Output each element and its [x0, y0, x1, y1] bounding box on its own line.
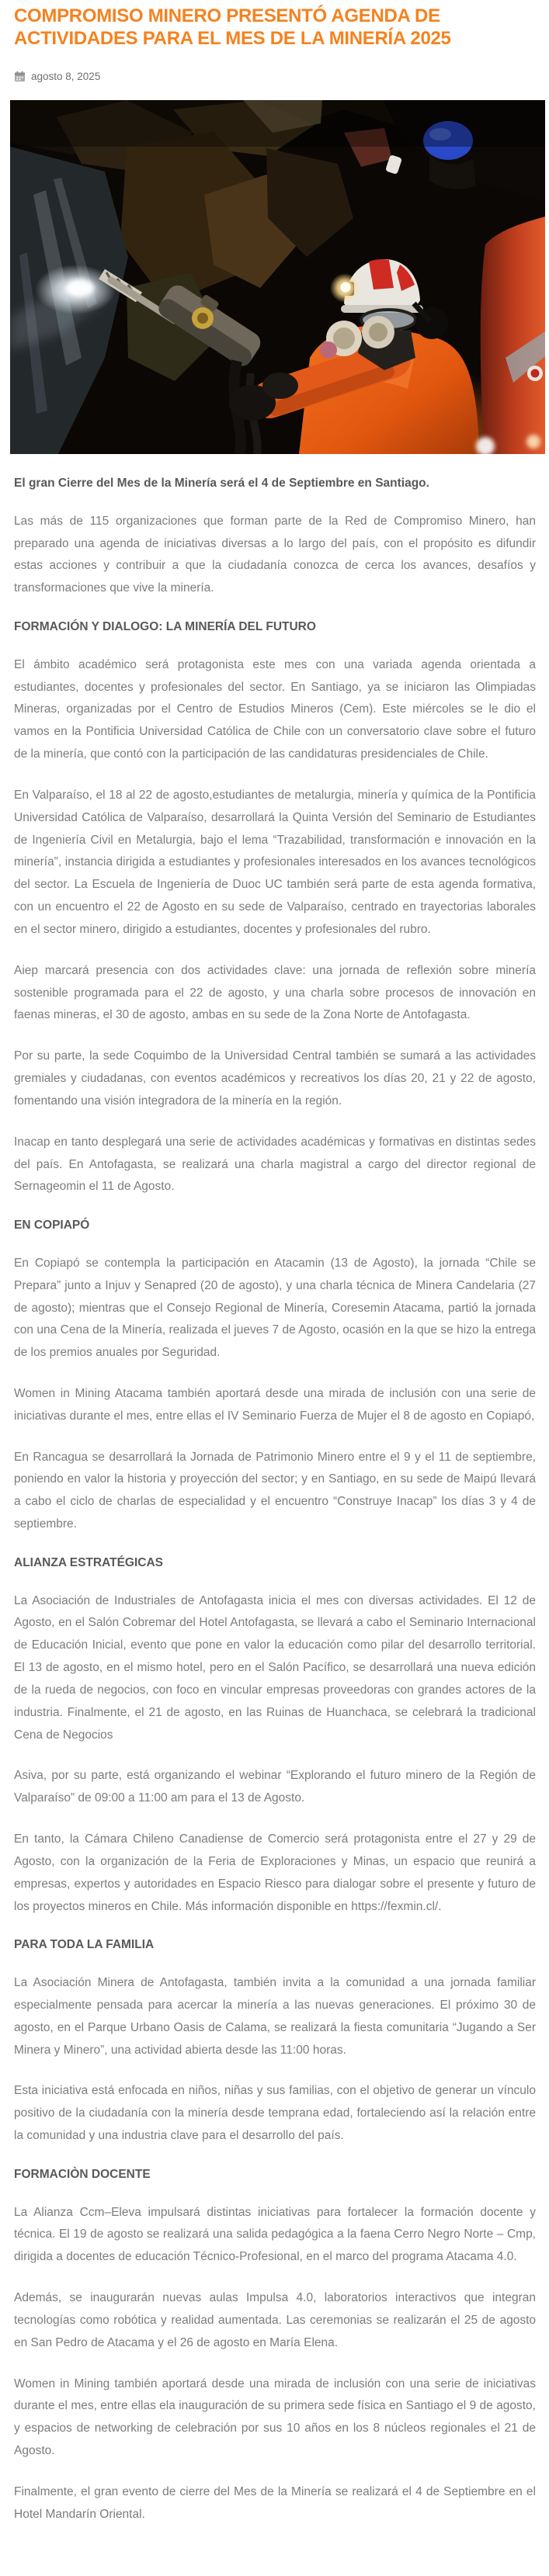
paragraph: Asiva, por su parte, está organizando el webinar “Explorando el futuro minero de la Región de Valparaíso” de 09:00 a 11:00 am para el 13 de Agosto. [14, 1769, 536, 1805]
paragraph: Aiep marcará presencia con dos actividades clave: una jornada de reflexión sobre minería sostenible programada para el 22 de agosto, y una charla sobre procesos de innovación en faenas mineras, el 30 de agosto, ambas en su sede de la Zona Norte de Antofagasta. [14, 963, 536, 1022]
paragraph: La Asociación de Industriales de Antofagasta inicia el mes con diversas actividades. El 12 de Agosto, en el Salón Cobremar del Hotel Antofagasta, se llevará a cabo el Seminario Internacional de Educación Inicial, evento que pone en valor la educación como pilar del desarrollo territorial. El 13 de agosto, en el mismo hotel, pero en el Salón Pacífico, se desarrollará una nueva edición de la rueda de negocios, con foco en vincular empresas proveedoras con grandes actores de la industria. Finalmente, el 21 de agosto, en las Ruinas de Huanchaca, se celebrará la tradicional Cena de Negocios [14, 1593, 536, 1742]
paragraph: Además, se inaugurarán nuevas aulas Impulsa 4.0, laboratorios interactivos que integran tecnologías como robótica y realidad aumentada. Las ceremonias se realizarán el 25 de agosto en San Pedro de Atacama y el 26 de agosto en María Elena. [14, 2291, 536, 2349]
paragraph: En Rancagua se desarrollará la Jornada de Patrimonio Minero entre el 9 y el 11 de septiembre, poniendo en valor la historia y proyección del sector; y en Santiago, en su sede de Maipú llevará a cabo el ciclo de charlas de especialidad y el encuentro “Construye Inacap” los días 3 y 4 de septiembre. [14, 1450, 536, 1531]
section-heading: EN COPIAPÓ [14, 1219, 90, 1233]
paragraph: Women in Mining Atacama también aportará desde una mirada de inclusión con una serie de iniciativas durante el mes, entre ellas el IV Seminario Fuerza de Mujer el 8 de agosto en Copiapó, [14, 1387, 536, 1423]
paragraph: Las más de 115 organizaciones que forman parte de la Red de Compromiso Minero, han preparado una agenda de iniciativas diversas a lo largo del país, con el propósito es difundir estas acciones y contribuir a que la ciudadanía conozca de cerca los avances, desafíos y transformaciones que vive la minería. [14, 514, 536, 595]
section-heading: PARA TODA LA FAMILIA [14, 1938, 155, 1952]
paragraph: El ámbito académico será protagonista este mes con una variada agenda orientada a estudiantes, docentes y profesionales del sector. En Santiago, ya se iniciaron las Olimpiadas Mineras, organizadas por el Centro de Estudios Mineros (Cem). Este miércoles se le dio el vamos en la Pontificia Universidad Católica de Chile con un conversatorio clave sobre el futuro de la minería, que contó con la participación de las candidaturas presidenciales de Chile. [14, 657, 536, 761]
paragraph: Inacap en tanto desplegará una serie de actividades académicas y formativas en distintas sedes del país. En Antofagasta, se realizará una charla magistral a cargo del director regional de Sernageomin el 11 de Agosto. [14, 1135, 536, 1194]
paragraph: Women in Mining también aportará desde una mirada de inclusión con una serie de iniciativas durante el mes, entre ellas ela inauguración de su primera sede física en Santiago el 9 de agosto, y espacios de networking de celebración por sus 10 años en los 8 núcleos regionales el 21 de Agosto. [14, 2377, 536, 2458]
post-date-row [14, 71, 536, 82]
paragraph: La Asociación Minera de Antofagasta, también invita a la comunidad a una jornada familiar especialmente pensada para acercar la minería a las nuevas generaciones. El próximo 30 de agosto, en el Parque Urbano Oasis de Calama, se realizará la fiesta comunitaria “Jugando a Ser Minera y Minero”, una actividad abierta desde las 11:00 horas. [14, 1976, 536, 2057]
calendar-icon [14, 71, 26, 82]
paragraph: En Copiapó se contempla la participación en Atacamin (13 de Agosto), la jornada “Chile se Prepara” junto a Injuv y Senapred (20 de agosto), y una charla técnica de Minera Candelaria (27 de agosto); mientras que el Consejo Regional de Minería, Coresemin Atacama, partió la jornada con una Cena de la Minería, realizada el jueves 7 de Agosto, ocasión en la que se hizo la entrega de los premios anuales por Seguridad. [14, 1256, 536, 1360]
post-date: agosto 8, 2025 [31, 70, 101, 82]
paragraph: En Valparaíso, el 18 al 22 de agosto,estudiantes de metalurgia, minería y química de la Pontificia Universidad Católica de Valparaíso, desarrollará la Quinta Versión del Seminario de Estudiantes de Ingeniería Civil en Metalurgia, bajo el lema “Trazabilidad, transformación e innovación en la minería”, instancia dirigida a estudiantes y profesionales interesados en los avances tecnológicos del sector. La Escuela de Ingeniería de Duoc UC también será parte de esta agenda formativa, con un encuentro el 22 de Agosto en su sede de Valparaíso, centrado en trayectorias laborales en el sector minero, dirigido a estudiantes, docentes y profesionales del rubro. [14, 788, 536, 936]
paragraph: En tanto, la Cámara Chileno Canadiense de Comercio será protagonista entre el 27 y 29 de Agosto, con la organización de la Feria de Exploraciones y Minas, un espacio que reunirá a empresas, expertos y autoridades en Espacio Riesco para dialogar sobre el presente y futuro de los proyectos mineros en Chile. Más información disponible en https://fexmin.cl/. [14, 1832, 536, 1913]
paragraph: Esta iniciativa está enfocada en niños, niñas y sus familias, con el objetivo de generar un vínculo positivo de la ciudadanía con la minería desde temprana edad, fortaleciendo así la relación entre la comunidad y una industria clave para el desarrollo del país. [14, 2084, 536, 2143]
section-heading: ALIANZA ESTRATÉGICAS [14, 1555, 164, 1569]
section-heading: FORMACIÒN DOCENTE [14, 2167, 151, 2181]
paragraph: La Alianza Ccm–Eleva impulsará distintas iniciativas para fortalecer la formación docente y técnica. El 19 de agosto se realizará una salida pedagógica a la faena Cerro Negro Norte – Cmp, dirigida a docentes de educación Técnico-Profesional, en el marco del programa Atacama 4.0. [14, 2205, 536, 2264]
paragraph: Por su parte, la sede Coquimbo de la Universidad Central también se sumará a las actividades gremiales y ciudadanas, con eventos académicos y recreativos los días 20, 21 y 22 de agosto, fomentando una visión integradora de la minería en la región. [14, 1049, 536, 1108]
image-caption: El gran Cierre del Mes de la Minería será el 4 de Septiembre en Santiago. [14, 476, 429, 490]
page-title: COMPROMISO MINERO PRESENTÓ AGENDA DE ACTIVIDADES PARA EL MES DE LA MINERÍA 2025 [14, 5, 451, 50]
article-image [10, 100, 545, 454]
section-heading: FORMACIÓN Y DIALOGO: LA MINERÍA DEL FUTURO [14, 620, 316, 634]
paragraph: Finalmente, el gran evento de cierre del Mes de la Minería se realizará el 4 de Septiembre en el Hotel Mandarín Oriental. [14, 2484, 536, 2521]
